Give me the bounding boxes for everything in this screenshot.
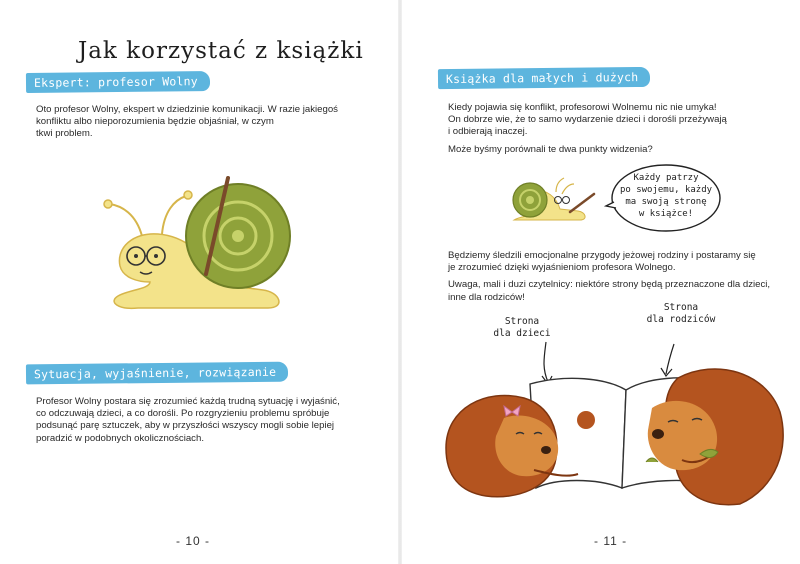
label-line: dla rodziców — [646, 314, 716, 325]
label-line: Strona — [504, 316, 540, 327]
right-page — [400, 0, 800, 564]
text-line: Może byśmy porównali te dwa punkty widzenia? — [448, 143, 653, 155]
bubble-line: po swojemu, każdy — [619, 185, 713, 195]
snail-professor-illustration — [98, 174, 308, 314]
section-tag-expert: Ekspert: profesor Wolny — [26, 71, 210, 93]
expert-description — [36, 104, 376, 141]
situation-description — [36, 396, 381, 445]
text-line: inne dla rodziców! — [448, 291, 525, 303]
text-line: On dobrze wie, że to samo wydarzenie dzieci i dorośli przeżywają — [448, 114, 727, 126]
text-line: podsunąć parę sztuczek, aby w przyszłości wszyscy mogli sobie lepiej — [36, 420, 335, 432]
text-line: co odczuwają dzieci, a co dorośli. Po rozgryzieniu problemu spróbuje — [36, 408, 330, 420]
text-line: Uwaga, mali i duzi czytelnicy: niektóre strony będą przeznaczone dla dzieci, — [448, 279, 771, 291]
bubble-line: Każdy patrzy — [633, 173, 699, 183]
text-line: poradzić w podobnych okolicznościach. — [36, 432, 204, 444]
bubble-line: w książce! — [638, 209, 694, 219]
text-line: i odbierają inaczej. — [448, 126, 528, 138]
story-description — [448, 250, 793, 304]
text-line: Będziemy śledzili emocjonalne przygody jeżowej rodziny i postaramy się — [448, 250, 756, 261]
page-number-right: - 11 - — [594, 534, 628, 548]
book-description — [448, 102, 778, 156]
speech-bubble-text — [612, 172, 720, 220]
text-line: je zrozumieć dzięki wyjaśnieniom profesora Wolnego. — [448, 262, 676, 274]
text-line: Kiedy pojawia się konflikt, profesorowi Wolnemu nic nie umyka! — [448, 102, 717, 113]
small-snail-illustration — [510, 176, 600, 226]
page-number-left: - 10 - — [176, 534, 211, 548]
text-line: Oto profesor Wolny, ekspert w dziedzinie komunikacji. W razie jakiegoś — [36, 104, 338, 115]
text-line: konfliktu albo nieporozumienia będzie objaśniał, w czym — [36, 116, 274, 128]
label-parents-page — [636, 302, 726, 326]
label-line: dla dzieci — [493, 328, 551, 339]
label-children-page — [482, 316, 562, 340]
hedgehogs-reading-illustration — [446, 338, 786, 508]
section-tag-situation: Sytuacja, wyjaśnienie, rozwiązanie — [26, 362, 288, 385]
page-title: Jak korzystać z książki — [78, 38, 364, 64]
section-tag-book: Książka dla małych i dużych — [438, 67, 651, 89]
text-line: Profesor Wolny postara się zrozumieć każdą trudną sytuację i wyjaśnić, — [36, 396, 340, 407]
label-line: Strona — [663, 302, 699, 313]
bubble-line: ma swoją stronę — [625, 197, 707, 207]
text-line: tkwi problem. — [36, 128, 93, 140]
